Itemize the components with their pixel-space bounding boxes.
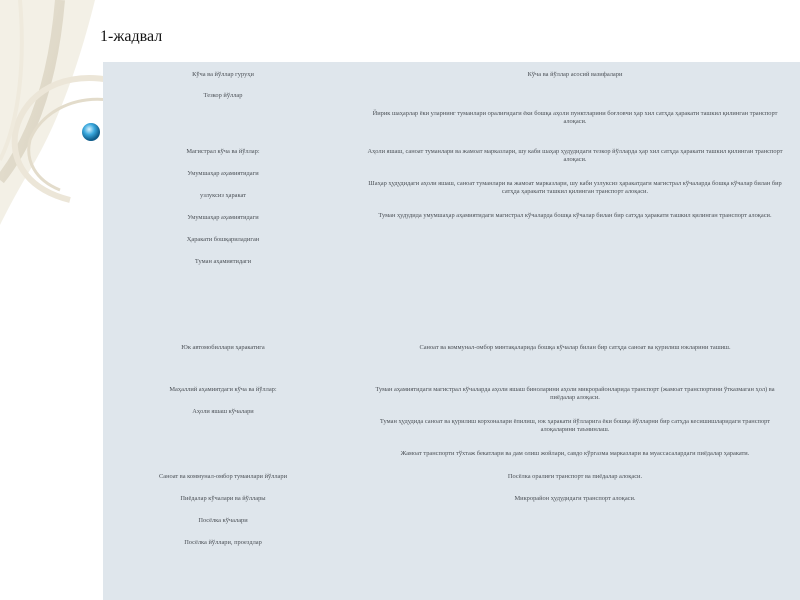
left-cell: Саноат ва коммунал-омбор туманлари йўллари <box>158 473 288 480</box>
header-left: Кўча ва йўллар гуруҳи <box>192 71 254 78</box>
left-cell: Посёлка кўчалари <box>198 517 248 524</box>
left-cell: Посёлка йўллари, проездлар <box>184 539 262 546</box>
right-cell: Йирик шаҳарлар ёки уларнинг туманлари оралиғидаги ёки бошқа аҳоли пунктларини боғловчи ҳар хил сатҳда ҳаракати ташкил қилинган транспорт алоқаси. <box>372 110 778 126</box>
right-cell: Шаҳар ҳудудидаги аҳоли яшаш, саноат туманлари ва жамоат марказлари, шу каби узлуксиз ҳаракатдаги магистрал кўчаларда бошқа кўчалар билан бир сатҳда ҳаракати ташкил қилинган транспорт алоқаси. <box>368 180 782 196</box>
left-cell: Ҳаракати бошқариладиган <box>186 236 260 243</box>
right-cell: Посёлка оралиғи транспорт ва пиёдалар алоқаси. <box>507 473 643 480</box>
right-cell: Туман ҳудудида умумшаҳар аҳамиятидаги магистрал кўчаларда бошқа кўчалар билан бир сатҳда ҳаракати ташкил қилинган транспорт алоқаси. <box>378 212 772 219</box>
right-cell: Жамоат транспорти тўхтаж бекатлари ва дам олиш жойлари, савдо кўргазма марказлари ва муассасалардаги пиёдалар ҳаракати. <box>400 450 750 457</box>
left-cell: Аҳоли яшаш кўчалари <box>192 408 254 415</box>
left-cell: Маҳаллий аҳамиятдаги кўча ва йўллар: <box>169 386 277 393</box>
left-cell: Умумшаҳар аҳамиятидаги <box>187 214 259 221</box>
left-cell: Пиёдалар кўчалари ва йўллары <box>180 495 266 502</box>
left-cell: Умумшаҳар аҳамиятидаги <box>187 170 259 177</box>
blue-orb-icon <box>82 123 100 141</box>
left-cell: узлуксиз ҳаракат <box>200 192 246 199</box>
right-cell: Саноат ва коммунал-омбор минтақаларида бошқа кўчалар билан бир сатҳда саноат ва қурилиш юкларини ташиш. <box>419 344 731 351</box>
left-cell: Тезкор йўллар <box>203 92 243 99</box>
left-cell: Юк автомобиллари ҳаракатига <box>181 344 265 351</box>
slide-title: 1-жадвал <box>100 28 163 45</box>
table-panel <box>103 62 800 600</box>
right-cell: Микрорайон ҳудудидаги транспорт алоқаси. <box>514 495 636 502</box>
right-cell: Аҳоли яшаш, саноат туманлари ва жамоат марказлари, шу каби шаҳар ҳудудидаги тезкор йўлларда ҳар хил сатҳда ҳаракати ташкил қилинган транспорт алоқаси. <box>367 148 783 164</box>
decorative-swirl-graphic <box>0 0 110 600</box>
header-right: Кўча ва йўллар асосий вазифалари <box>527 71 623 78</box>
right-cell: Туман аҳамиятидаги магистрал кўчаларда аҳоли яшаш биноларини аҳоли микрорайонларида транспорт (жамоат транспортини ўтказмаган ҳол) ва пиёдалар алоқаси. <box>375 386 775 402</box>
left-cell: Туман аҳамиятидаги <box>194 258 252 265</box>
left-cell: Магистрал кўча ва йўллар: <box>186 148 260 155</box>
right-cell: Туман ҳудудида саноат ва қурилиш корхоналари ёпилиш, юк ҳаракати йўлларига ёки бошқа йўлларни бир сатҳда кесишишларидаги транспорт алоқаларини таъминлаш. <box>379 418 771 434</box>
